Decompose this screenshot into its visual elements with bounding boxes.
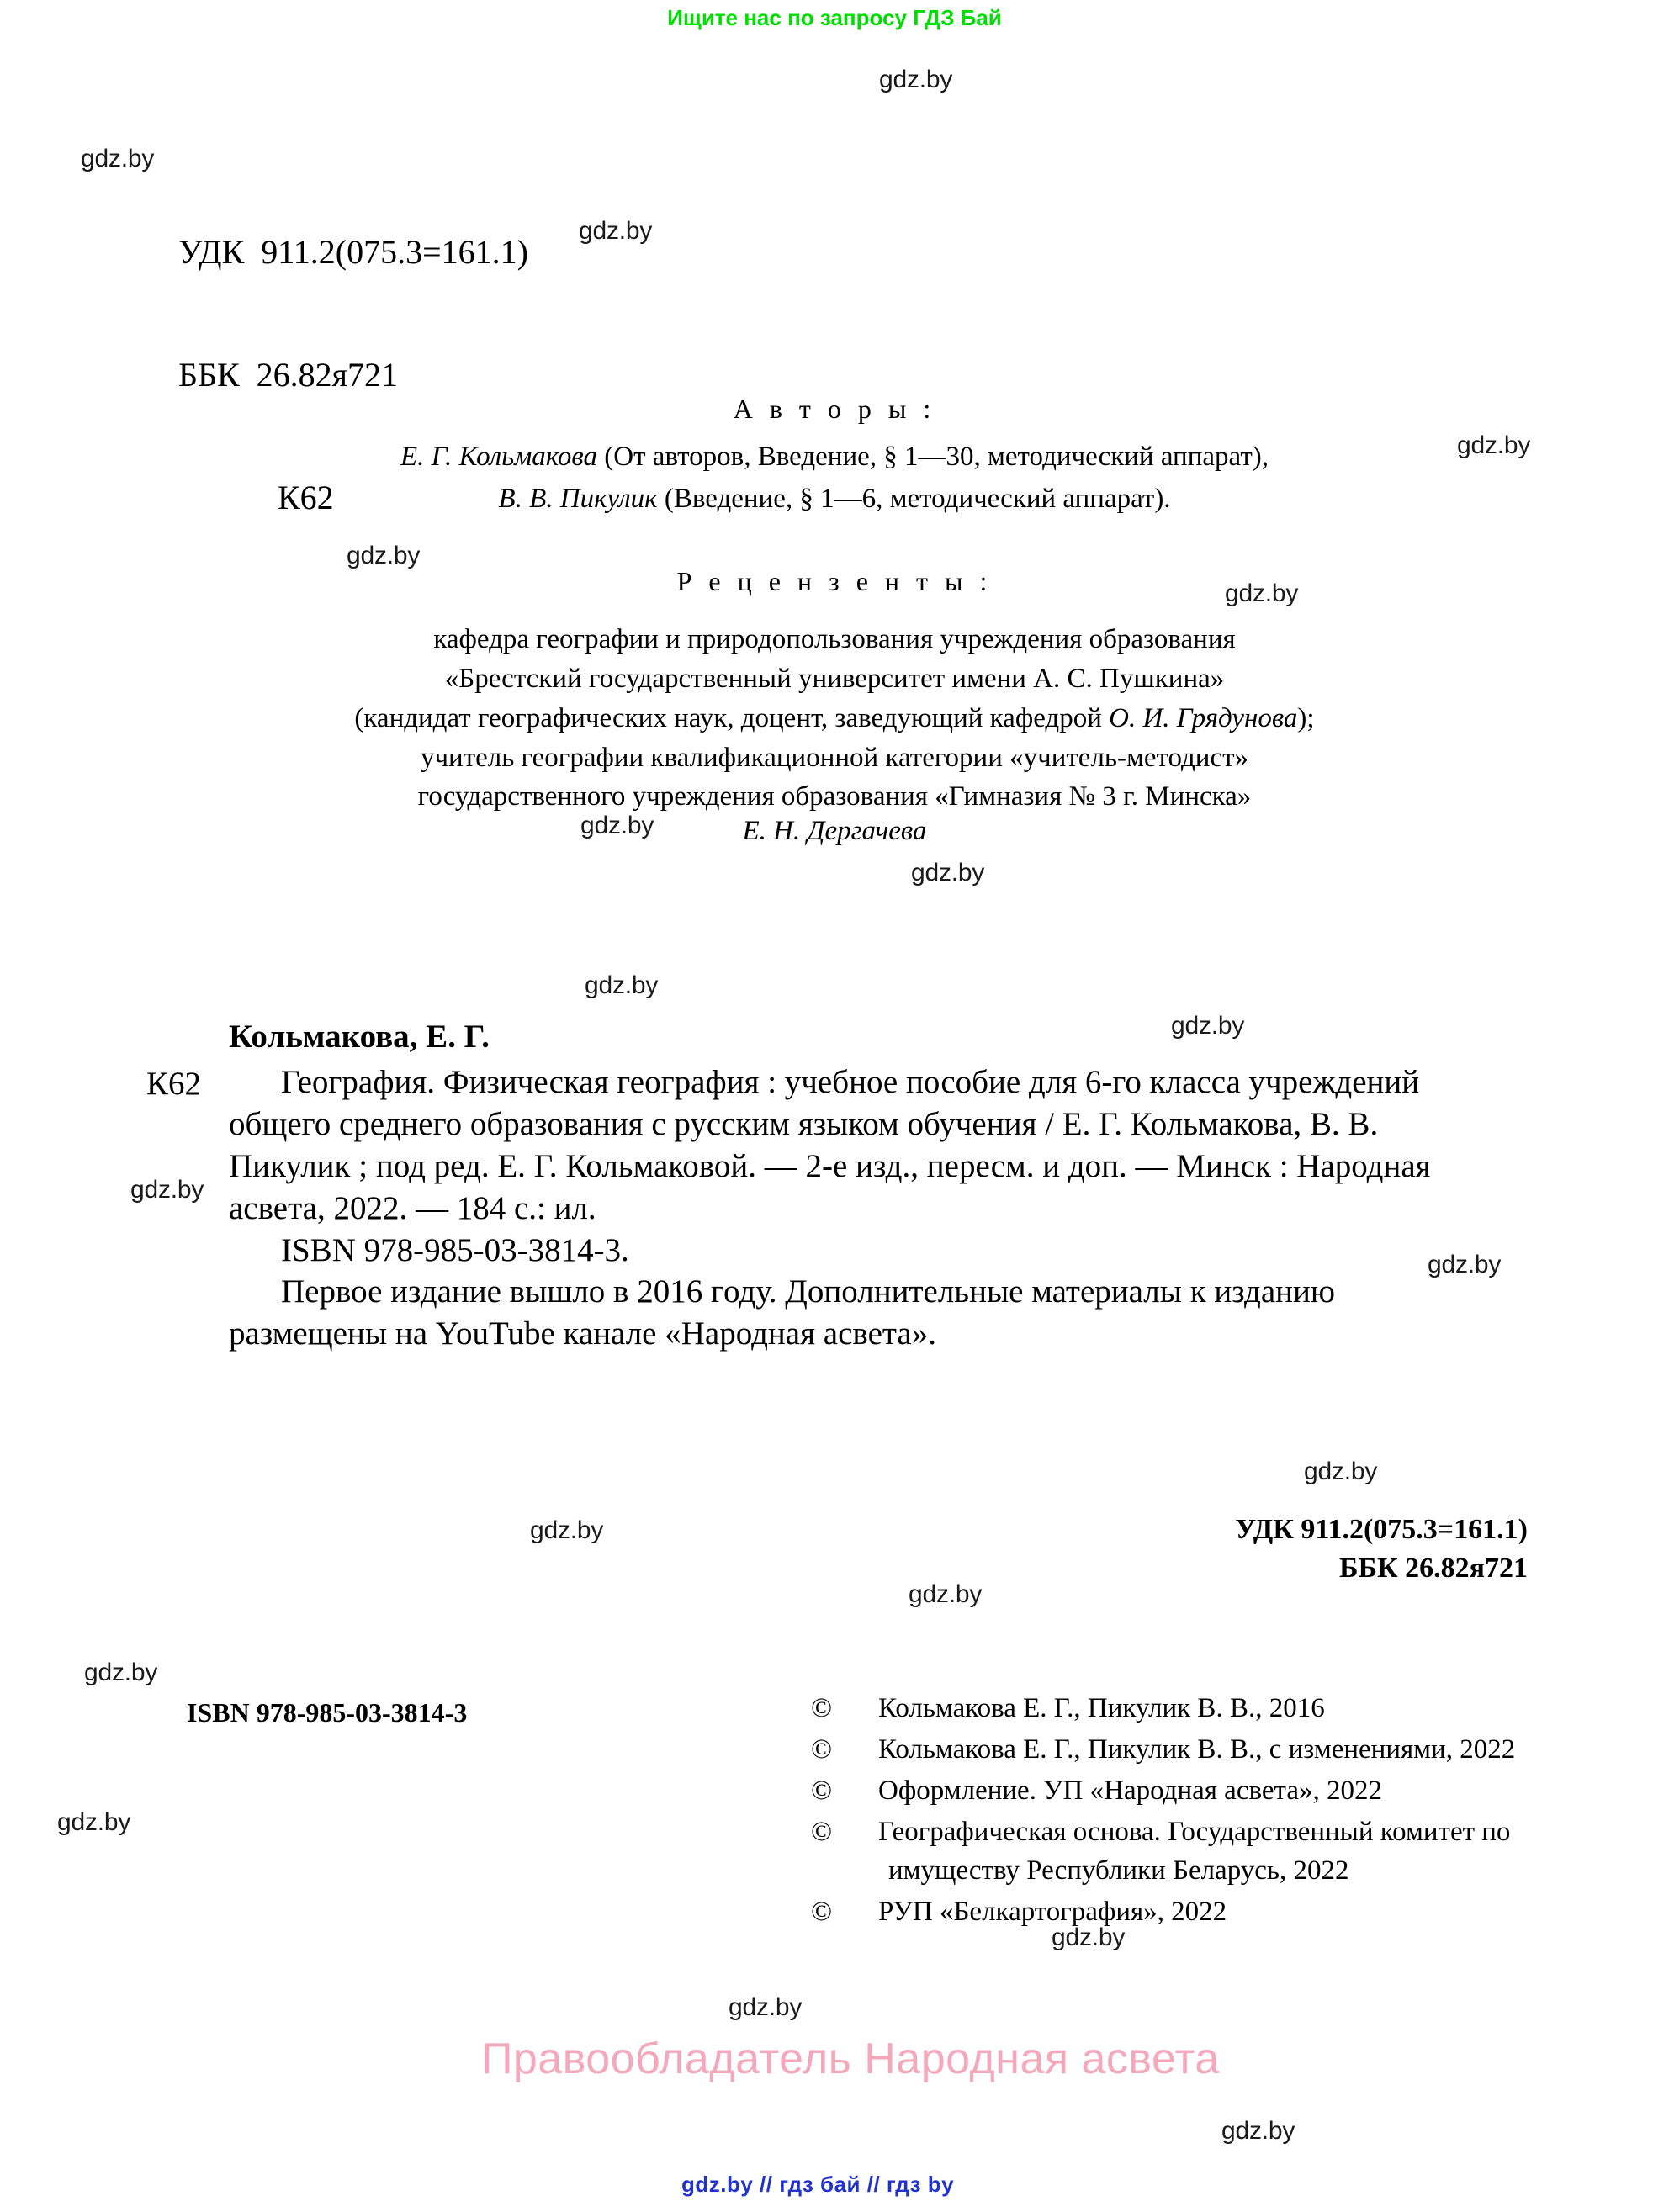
- copyright-entry: [811, 1812, 1548, 1892]
- watermark-gdz: gdz.by: [81, 145, 155, 172]
- bbk-line-top: ББК 26.82я721: [178, 355, 399, 394]
- copyright-text: РУП «Белкартография», 2022: [878, 1897, 1227, 1928]
- copyright-icon: ©: [811, 1816, 833, 1847]
- copyright-icon: ©: [811, 1775, 833, 1806]
- reviewer-line-3: [0, 699, 1669, 738]
- watermark-gdz: gdz.by: [57, 1808, 131, 1836]
- copyright-icon: ©: [811, 1897, 833, 1928]
- promo-link-bottom[interactable]: gdz.by // гдз бай // гдз by: [681, 2172, 955, 2197]
- shelf-code-top: К62: [278, 479, 334, 517]
- watermark-gdz: gdz.by: [130, 1176, 204, 1204]
- author-entry-1: [0, 436, 1669, 478]
- author-name-2: В. В. Пикулик: [498, 484, 658, 515]
- copyright-entry: [811, 1689, 1548, 1728]
- bib-author-heading: Кольмакова, Е. Г.: [229, 1019, 490, 1055]
- copyright-entry: [811, 1771, 1548, 1811]
- copyright-text: Географическая основа. Государственный комитет по имуществу Республики Беларусь, 2022: [878, 1816, 1511, 1887]
- watermark-gdz: gdz.by: [530, 1516, 604, 1544]
- bbk-line-bottom: ББК 26.82я721: [1338, 1552, 1528, 1584]
- watermark-gdz: gdz.by: [1304, 1458, 1378, 1485]
- udk-line-top: УДК 911.2(075.3=161.1): [178, 232, 528, 271]
- udk-line-bottom: УДК 911.2(075.3=161.1): [1235, 1514, 1528, 1545]
- copyright-entry: [811, 1892, 1548, 1932]
- watermark-gdz: gdz.by: [347, 542, 421, 569]
- watermark-gdz: gdz.by: [1225, 579, 1299, 607]
- reviewers-heading: Р е ц е н з е н т ы :: [676, 566, 993, 596]
- reviewer-name-gryadunova: О. И. Грядунова: [1109, 702, 1298, 733]
- copyright-text: Кольмакова Е. Г., Пикулик В. В., 2016: [878, 1693, 1325, 1723]
- watermark-gdz: gdz.by: [1457, 431, 1531, 459]
- reviewer-line-3-suffix: );: [1297, 702, 1315, 733]
- watermark-gdz: gdz.by: [585, 971, 659, 999]
- watermark-gdz: gdz.by: [729, 1993, 803, 2021]
- classification-bottom-block: [1235, 1511, 1528, 1588]
- classification-top-block: [178, 150, 528, 601]
- isbn-bottom: ISBN 978-985-03-3814-3: [187, 1697, 468, 1728]
- copyright-icon: ©: [811, 1693, 833, 1723]
- author-name-1: Е. Г. Кольмакова: [400, 442, 598, 472]
- reviewer-line-3-prefix: (кандидат географических наук, доцент, заведующий кафедрой: [354, 702, 1110, 733]
- bib-description: География. Физическая география : учебное пособие для 6-го класса учреждений общего среднего образования с русским языком обучения / Е. Г. Кольмакова, В. В. Пикулик ; под ред. Е. Г. Кольмаковой. — 2-е изд., пересм. и доп. — Минск : Народная асвета, 2022. — 184 с.: ил.: [229, 1063, 1439, 1226]
- reviewer-line-4: учитель географии квалификационной категории «учитель-методист»: [420, 742, 1249, 773]
- copyright-text: Кольмакова Е. Г., Пикулик В. В., с изменениями, 2022: [878, 1733, 1516, 1765]
- author-role-2: (Введение, § 1—6, методический аппарат).: [657, 484, 1171, 515]
- author-role-1: (От авторов, Введение, § 1—30, методический аппарат),: [597, 442, 1269, 472]
- watermark-gdz: gdz.by: [580, 812, 654, 839]
- reviewer-line-5: государственного учреждения образования «Гимназия № 3 г. Минска»: [417, 781, 1252, 812]
- reviewer-line-1: кафедра географии и природопользования учреждения образования: [433, 624, 1236, 654]
- watermark-gdz: gdz.by: [84, 1659, 158, 1686]
- watermark-gdz: gdz.by: [1052, 1924, 1126, 1951]
- copyright-entry: [811, 1730, 1548, 1770]
- watermark-gdz: gdz.by: [911, 859, 985, 886]
- watermark-gdz: gdz.by: [1221, 2117, 1295, 2145]
- bib-shelf-code: К62: [146, 1066, 202, 1102]
- watermark-gdz: gdz.by: [1428, 1251, 1502, 1278]
- copyright-list: [811, 1689, 1548, 1934]
- reviewer-line-2: «Брестский государственный университет имени А. С. Пушкина»: [444, 663, 1225, 694]
- watermark-gdz: gdz.by: [1171, 1012, 1245, 1040]
- watermark-gdz: gdz.by: [909, 1580, 983, 1608]
- copyright-icon: ©: [811, 1733, 833, 1765]
- reviewer-signature: Е. Н. Дергачева: [742, 816, 927, 846]
- promo-banner-top: Ищите нас по запросу ГДЗ Бай: [667, 5, 1002, 30]
- rights-holder-watermark: Правообладатель Народная асвета: [481, 2035, 1220, 2083]
- author-entry-2: [0, 478, 1669, 520]
- watermark-gdz: gdz.by: [879, 66, 953, 93]
- reviewers-list: [0, 620, 1669, 817]
- authors-list: [0, 436, 1669, 520]
- bib-note: Первое издание вышло в 2016 году. Дополнительные материалы к изданию размещены на YouTube канале «Народная асвета».: [229, 1273, 1343, 1352]
- copyright-text: Оформление. УП «Народная асвета», 2022: [878, 1775, 1382, 1806]
- bib-isbn: ISBN 978-985-03-3814-3.: [281, 1231, 629, 1268]
- watermark-gdz: gdz.by: [579, 217, 653, 245]
- authors-heading: А в т о р ы :: [733, 394, 936, 424]
